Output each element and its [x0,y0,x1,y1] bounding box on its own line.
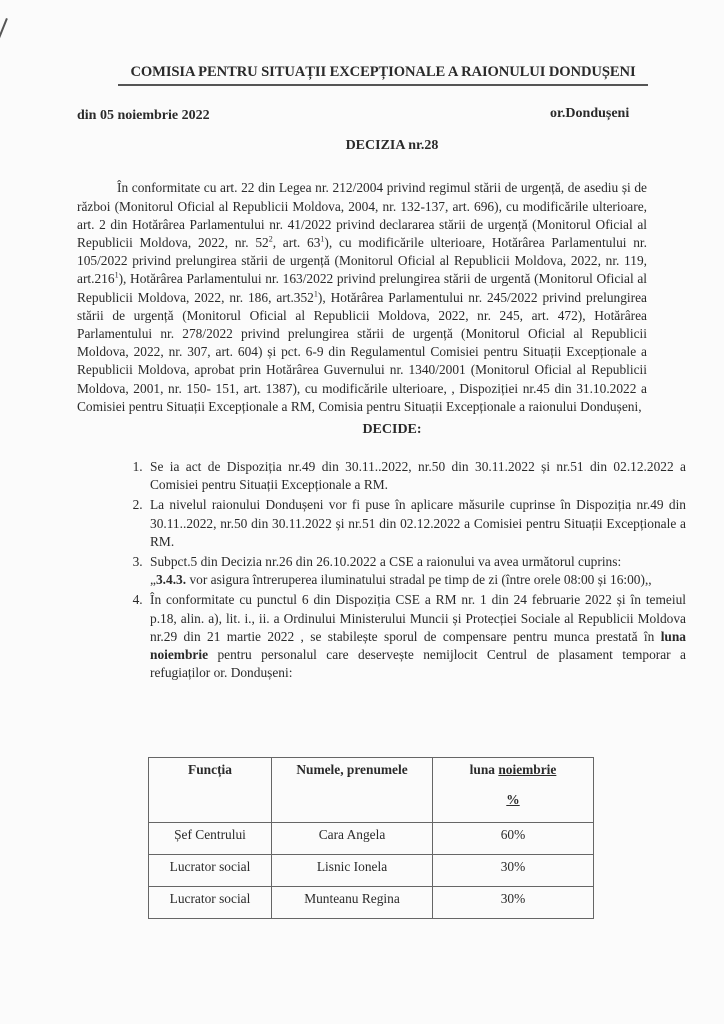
item-bold-text: luna noiembrie [150,628,686,663]
commission-title: COMISIA PENTRU SITUAȚII EXCEPȚIONALE A RAIONULUI DONDUȘENI [118,64,648,86]
preamble-paragraph [77,179,647,416]
cell-percent: 60% [433,823,594,855]
header-month-label: luna [469,762,495,777]
cell-percent: 30% [433,855,594,887]
header-name: Numele, prenumele [272,758,433,823]
header-month-name: noiembrie [498,762,557,777]
item-text: pentru personalul care deservește nemijlocit Centrul de plasament temporar a refugiaților or. Dondușeni: [150,647,686,681]
handwritten-mark [0,18,8,71]
preamble-text: ), cu modificările ulterioare, Hotărârea Parlamentului nr. 105/2022 privind prelungirea stării de urgență (Monitorul Oficial al Republicii Moldova, 2022, nr. 119, art.216 [77,235,648,287]
preamble-text: ), Hotărârea Parlamentului nr. 163/2022 privind prelungirea stării de urgentă (Monitorul Oficial al Republicii Moldova, 2022, nr. 186, art.352 [77,271,647,305]
cell-function: Șef Centrului [149,823,272,855]
quoted-point-number: 3.4.3. [155,572,187,588]
compensation-table-wrapper [148,757,594,919]
superscript: 1 [320,234,325,244]
superscript: 2 [268,234,273,244]
quote-mark: „ [150,572,156,588]
superscript: 1 [313,289,318,299]
document-date: din 05 noiembrie 2022 [77,108,210,123]
header-function: Funcția [149,758,272,823]
decision-item [146,553,686,589]
table-row [149,823,594,855]
superscript: 1 [114,270,119,280]
preamble-text: , art. 63 [272,235,321,250]
decide-heading: DECIDE: [362,422,422,437]
decision-item [146,496,686,551]
item-text: În conformitate cu punctul 6 din Dispoziția CSE a RM nr. 1 din 24 februarie 2022 și în temeiul p.18, alin. a), lit. i., ii. a Ordinului Ministerului Muncii și Protecției Sociale al Republicii Moldova nr.29 din 21 martie 2022 , se stabilește sporul de compensare pentru munca prestată în [150,592,686,644]
cell-function: Lucrator social [149,855,272,887]
item-text: Subpct.5 din Decizia nr.26 din 26.10.2022 a CSE a raionului va avea următorul cuprins: [150,554,622,570]
quoted-text: vor asigura întreruperea iluminatului stradal pe timp de zi (între orele 08:00 și 16:00),, [186,572,652,588]
table-header-row [149,758,594,823]
compensation-table [148,757,594,919]
decision-item [146,591,686,682]
table-row [149,887,594,919]
decision-item [146,458,686,494]
cell-function: Lucrator social [149,887,272,919]
preamble-text: ), Hotărârea Parlamentului nr. 245/2022 privind prelungirea stării de urgență (Monitorul Oficial al Republicii Moldova, 2022, nr. 245, art. 472), Hotărârea Parlamentului nr. 278/2022 privind prelungirea stării de urgență (Monitorul Oficial al Republicii Moldova, 2022, nr. 307, art. 604) și pct. 6-9 din Regulamentul Comisiei pentru Situații Excepționale a Republicii Moldova, aprobat prin Hotărârea Guvernului nr. 1340/2001 (Monitorul Oficial al Republicii Moldova, 2001, nr. 150- 151, art. 1387), cu modificările ulterioare, , Dispoziției nr.45 din 31.10.2022 a Comisiei pentru Situații Excepționale a RM, Comisia pentru Situații Excepționale a raionului Dondușeni, [77,289,647,414]
item-text: La nivelul raionului Dondușeni vor fi puse în aplicare măsurile cuprinse în Dispoziția nr.49 din 30.11..2022, nr.50 din 30.11.2022 și nr.51 din 02.12.2022 a Comisiei pentru Situații Excepționale a RM. [150,497,686,549]
decision-title: DECIZIA nr.28 [345,138,439,153]
document-place: or.Dondușeni [550,106,630,121]
cell-name: Lisnic Ionela [272,855,433,887]
decision-items [110,458,686,684]
preamble-text: În conformitate cu art. 22 din Legea nr. 212/2004 privind regimul stării de urgență, de asediu și de război (Monitorul Oficial al Republicii Moldova, 2004, nr. 132-137, art. 696), cu modificările ulterioare, art. 2 din Hotărârea Parlamentului nr. 41/2022 privind declararea stării de urgență (Monitorul Oficial al Republicii Moldova, 2022, nr. 52 [77,180,647,250]
cell-name: Cara Angela [272,823,433,855]
item-text: Se ia act de Dispoziția nr.49 din 30.11..2022, nr.50 din 30.11.2022 și nr.51 din 02.12.2022 a Comisiei pentru Situații Excepționale a RM. [150,459,686,493]
table-row [149,855,594,887]
header-percent: % [506,792,520,807]
header-month-percent [433,758,594,823]
cell-name: Munteanu Regina [272,887,433,919]
cell-percent: 30% [433,887,594,919]
